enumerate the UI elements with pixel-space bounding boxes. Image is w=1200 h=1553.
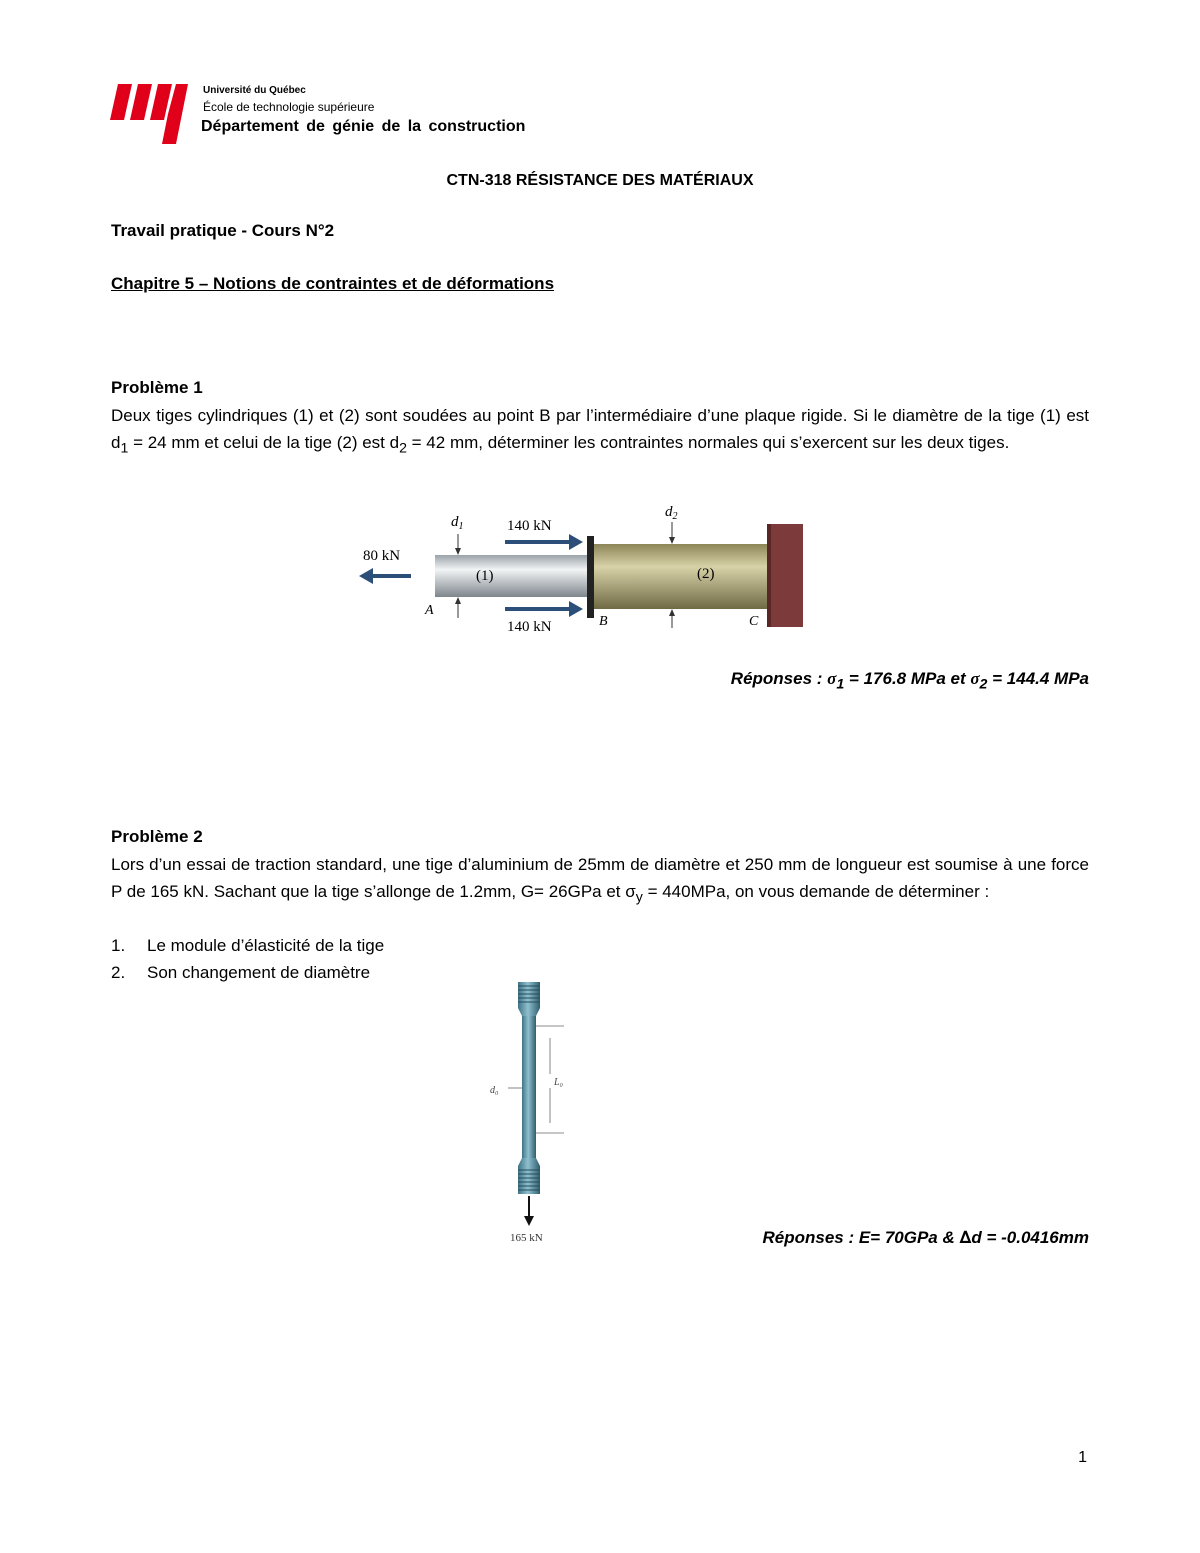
uq-logo (110, 84, 190, 146)
d2-label: $d_2$ (665, 504, 678, 522)
problem1-statement: Deux tiges cylindriques (1) et (2) sont soudées au point B par l’intermédiaire d’une plaque rigide. Si le diamètre de la tige (1) est $d_1 = 24$ mm et celui de la tige (2) est $d_2 = 42$ mm, déterminer les contraintes normales qui s’exercent sur les deux tiges. (111, 406, 1089, 457)
point-b-label: B (599, 614, 608, 629)
rigid-plate (587, 536, 594, 618)
rod-2 (593, 544, 773, 609)
chapter-title: Chapitre 5 – Notions de contraintes et de déformations (111, 274, 555, 293)
rod2-label: (2) (697, 566, 715, 582)
list-item: 1. Le module d’élasticité de la tige (111, 936, 385, 955)
load-top-label: 140 kN (507, 518, 552, 534)
school-name: École de technologie supérieure (203, 100, 375, 114)
work-title: Travail pratique - Cours N°2 (111, 221, 335, 240)
load-165-label: 165 kN (510, 1232, 543, 1244)
list-item: 2. Son changement de diamètre (111, 963, 371, 982)
course-title: CTN-318 RÉSISTANCE DES MATÉRIAUX (446, 172, 754, 189)
problem2-answer: Réponses : E= 70GPa & ∆d = -0.0416mm (762, 1228, 1089, 1248)
problem2-figure (480, 978, 590, 1246)
university-name: Université du Québec (203, 85, 306, 96)
load-bottom-label: 140 kN (507, 619, 552, 635)
d1-label: $d_1$ (451, 514, 464, 532)
rod1-label: (1) (476, 568, 494, 584)
problem2-list (111, 932, 384, 986)
problem1-title: Problème 1 (111, 378, 203, 397)
point-a-label: A (425, 603, 434, 618)
d0-label: d₀ (490, 1085, 499, 1096)
gauge-section (522, 1016, 536, 1158)
problem1-figure (355, 500, 810, 635)
department-name: Département de génie de la construction (201, 118, 526, 135)
point-c-label: C (749, 614, 759, 629)
load-left-label: 80 kN (363, 548, 401, 564)
rod-1 (435, 555, 590, 597)
problem2-statement: Lors d’un essai de traction standard, une tige d’aluminium de 25mm de diamètre et 250 mm de longueur est soumise à une force P de 165 kN. Sachant que la tige s’allonge de 1.2mm, G= 26GPa et $\sigma_y = 440MPa$, on vous demande de déterminer : (111, 855, 1089, 906)
l0-label: L₀ (554, 1077, 564, 1088)
wall-support (767, 524, 803, 627)
triangle-icon: ∆ (959, 1228, 972, 1248)
page-number: 1 (1078, 1449, 1087, 1466)
problem1-answer: Réponses : $\sigma_1 = 176.8$ MPa et $\sigma_2 = 144.4$ MPa (730, 669, 1089, 693)
problem2-title: Problème 2 (111, 827, 203, 846)
